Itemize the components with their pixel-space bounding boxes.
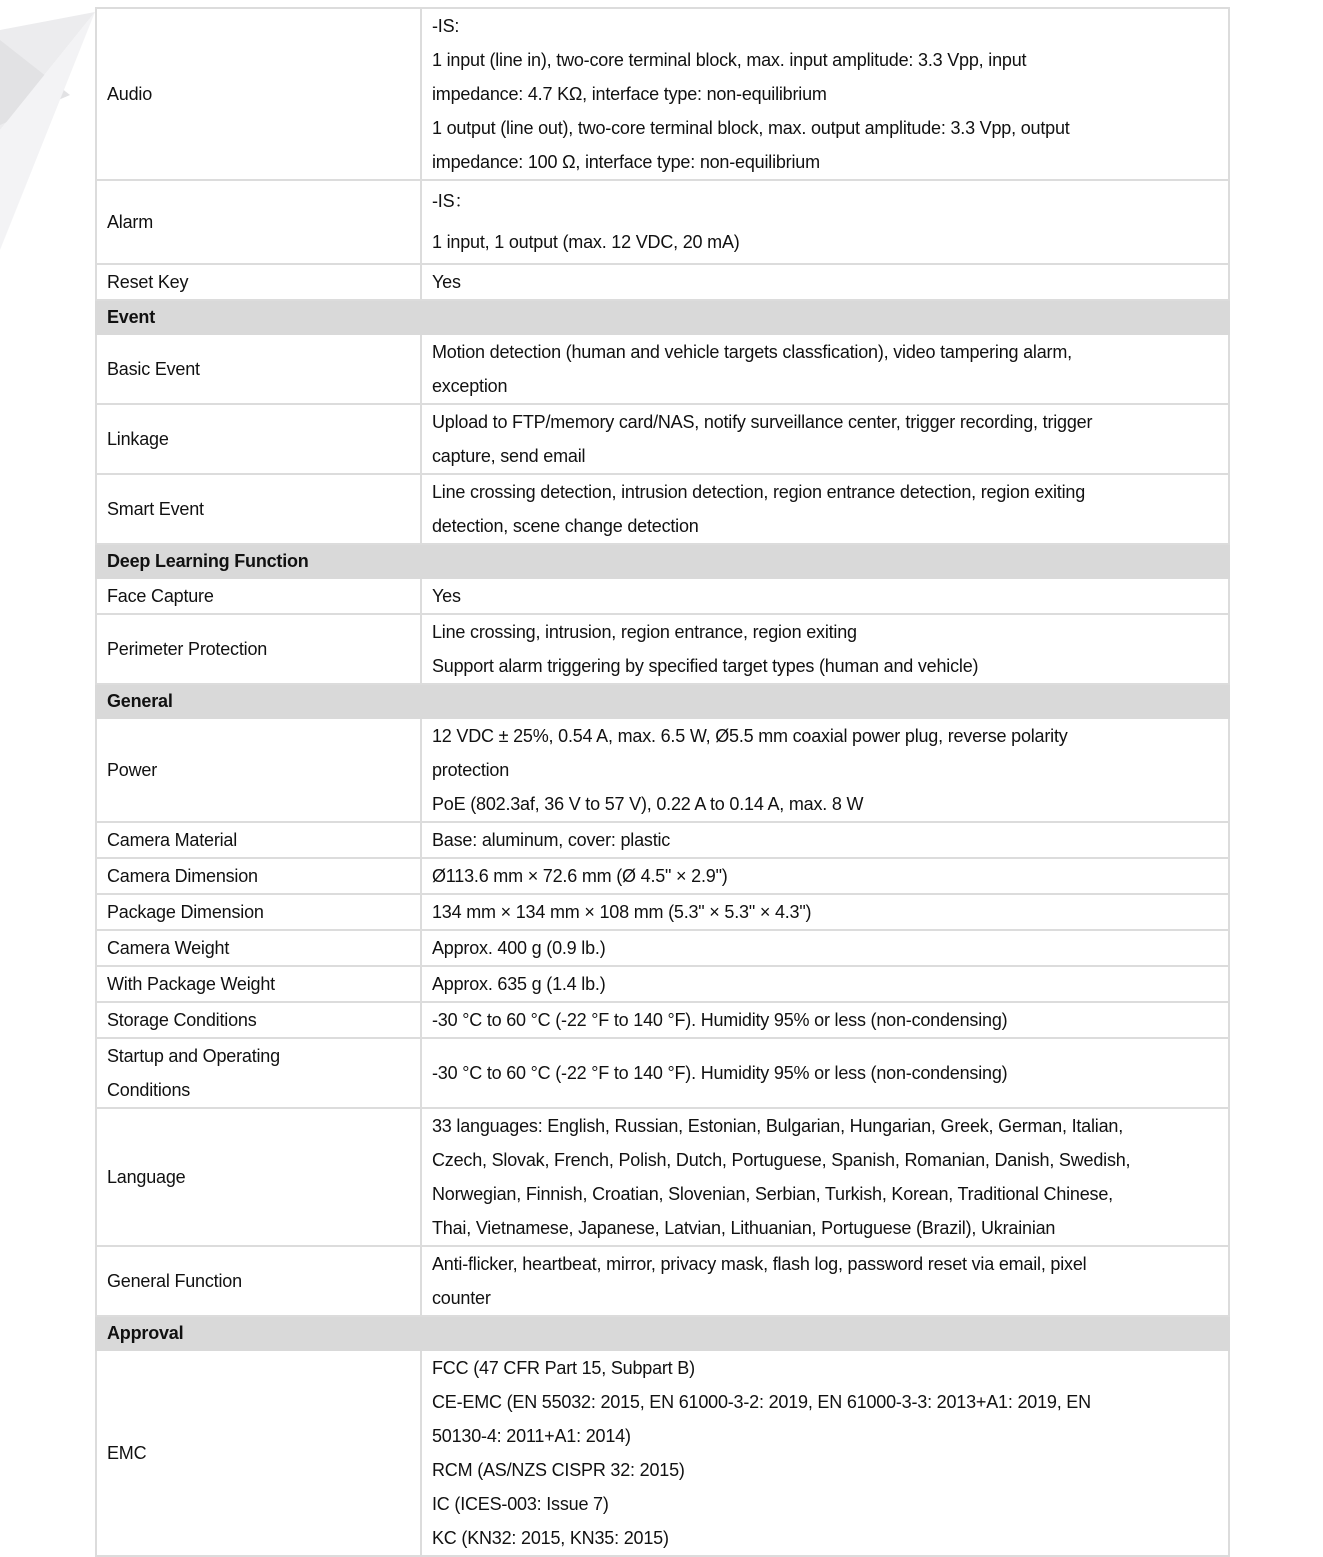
spec-value-line: CE-EMC (EN 55032: 2015, EN 61000-3-2: 2019, EN 61000-3-3: 2013+A1: 2019, EN <box>432 1392 1091 1412</box>
spec-value-line: counter <box>432 1288 491 1308</box>
spec-value <box>421 966 1229 1002</box>
section-header-row <box>96 544 1229 578</box>
spec-label: Power <box>96 718 421 822</box>
section-header-row <box>96 1316 1229 1350</box>
spec-label: Perimeter Protection <box>96 614 421 684</box>
spec-value <box>421 1038 1229 1108</box>
spec-value-line: Base: aluminum, cover: plastic <box>432 830 671 850</box>
spec-value <box>421 894 1229 930</box>
spec-value-line: 1 output (line out), two-core terminal block, max. output amplitude: 3.3 Vpp, output <box>432 118 1070 138</box>
spec-table <box>95 7 1230 1557</box>
spec-row <box>96 1108 1229 1246</box>
spec-label: Face Capture <box>96 578 421 614</box>
spec-value <box>421 930 1229 966</box>
spec-value-line: Motion detection (human and vehicle targets classfication), video tampering alarm, <box>432 342 1072 362</box>
spec-value-line: Anti-flicker, heartbeat, mirror, privacy mask, flash log, password reset via email, pixel <box>432 1254 1087 1274</box>
spec-label: With Package Weight <box>96 966 421 1002</box>
spec-row <box>96 1038 1229 1108</box>
spec-row <box>96 718 1229 822</box>
spec-row <box>96 180 1229 264</box>
spec-value <box>421 1246 1229 1316</box>
watermark-logo-decoration <box>0 0 100 260</box>
spec-value <box>421 404 1229 474</box>
spec-value-line: 12 VDC ± 25%, 0.54 A, max. 6.5 W, Ø5.5 mm coaxial power plug, reverse polarity <box>432 726 1068 746</box>
spec-row <box>96 1246 1229 1316</box>
spec-value-line: 1 input, 1 output (max. 12 VDC, 20 mA) <box>432 232 740 252</box>
spec-value <box>421 8 1229 180</box>
spec-value <box>421 180 1229 264</box>
spec-label: Camera Material <box>96 822 421 858</box>
spec-row <box>96 858 1229 894</box>
spec-label: Smart Event <box>96 474 421 544</box>
spec-value <box>421 858 1229 894</box>
section-title: Approval <box>96 1316 1229 1350</box>
spec-value-line: IC (ICES-003: Issue 7) <box>432 1494 609 1514</box>
spec-label: Basic Event <box>96 334 421 404</box>
spec-value <box>421 1108 1229 1246</box>
spec-row <box>96 334 1229 404</box>
spec-row <box>96 474 1229 544</box>
spec-value-line: Czech, Slovak, French, Polish, Dutch, Portuguese, Spanish, Romanian, Danish, Swedish, <box>432 1150 1131 1170</box>
spec-row <box>96 264 1229 300</box>
spec-value-line: protection <box>432 760 510 780</box>
spec-value-line: impedance: 100 Ω, interface type: non-equilibrium <box>432 152 820 172</box>
spec-value-line: 134 mm × 134 mm × 108 mm (5.3" × 5.3" × 4.3") <box>432 902 812 922</box>
spec-value <box>421 264 1229 300</box>
spec-row <box>96 1350 1229 1556</box>
spec-label: Storage Conditions <box>96 1002 421 1038</box>
spec-value <box>421 334 1229 404</box>
spec-value <box>421 578 1229 614</box>
spec-value-line: Thai, Vietnamese, Japanese, Latvian, Lithuanian, Portuguese (Brazil), Ukrainian <box>432 1218 1056 1238</box>
spec-value <box>421 1002 1229 1038</box>
spec-value <box>421 1350 1229 1556</box>
spec-value-line: exception <box>432 376 508 396</box>
spec-row <box>96 930 1229 966</box>
section-title: Event <box>96 300 1229 334</box>
spec-value-line: Upload to FTP/memory card/NAS, notify surveillance center, trigger recording, trigger <box>432 412 1093 432</box>
section-title: General <box>96 684 1229 718</box>
spec-value-line: Norwegian, Finnish, Croatian, Slovenian, Serbian, Turkish, Korean, Traditional Chinese, <box>432 1184 1113 1204</box>
spec-label: Alarm <box>96 180 421 264</box>
spec-value-line: PoE (802.3af, 36 V to 57 V), 0.22 A to 0.14 A, max. 8 W <box>432 794 864 814</box>
spec-label: EMC <box>96 1350 421 1556</box>
spec-row <box>96 614 1229 684</box>
spec-value-line: Yes <box>432 586 461 606</box>
spec-value-line: capture, send email <box>432 446 586 466</box>
spec-value-line: Approx. 635 g (1.4 lb.) <box>432 974 606 994</box>
section-header-row <box>96 300 1229 334</box>
section-header-row <box>96 684 1229 718</box>
spec-value <box>421 474 1229 544</box>
spec-label: Package Dimension <box>96 894 421 930</box>
spec-value <box>421 718 1229 822</box>
spec-label: General Function <box>96 1246 421 1316</box>
spec-value-line: Support alarm triggering by specified target types (human and vehicle) <box>432 656 979 676</box>
spec-label: Camera Weight <box>96 930 421 966</box>
spec-label: Reset Key <box>96 264 421 300</box>
spec-value-line: 33 languages: English, Russian, Estonian, Bulgarian, Hungarian, Greek, German, Italian, <box>432 1116 1124 1136</box>
spec-row <box>96 1002 1229 1038</box>
spec-label: Camera Dimension <box>96 858 421 894</box>
spec-value-line: -IS： <box>432 191 473 211</box>
spec-value-line: Line crossing detection, intrusion detection, region entrance detection, region exiting <box>432 482 1086 502</box>
spec-value-line: -IS: <box>432 16 460 36</box>
spec-value-line: FCC (47 CFR Part 15, Subpart B) <box>432 1358 695 1378</box>
spec-value-line: RCM (AS/NZS CISPR 32: 2015) <box>432 1460 685 1480</box>
spec-value <box>421 822 1229 858</box>
spec-value-line: Approx. 400 g (0.9 lb.) <box>432 938 606 958</box>
spec-label-line: Startup and Operating <box>107 1046 280 1066</box>
spec-value <box>421 614 1229 684</box>
spec-label: Language <box>96 1108 421 1246</box>
spec-row <box>96 404 1229 474</box>
section-title: Deep Learning Function <box>96 544 1229 578</box>
spec-label: Audio <box>96 8 421 180</box>
spec-value-line: 1 input (line in), two-core terminal block, max. input amplitude: 3.3 Vpp, input <box>432 50 1027 70</box>
spec-value-line: -30 °C to 60 °C (-22 °F to 140 °F). Humidity 95% or less (non-condensing) <box>432 1010 1008 1030</box>
spec-row <box>96 822 1229 858</box>
spec-label: Linkage <box>96 404 421 474</box>
spec-value-line: Yes <box>432 272 461 292</box>
spec-value-line: Ø113.6 mm × 72.6 mm (Ø 4.5" × 2.9") <box>432 866 728 886</box>
spec-value-line: detection, scene change detection <box>432 516 699 536</box>
spec-row <box>96 578 1229 614</box>
spec-value-line: -30 °C to 60 °C (-22 °F to 140 °F). Humidity 95% or less (non-condensing) <box>432 1063 1008 1083</box>
spec-label <box>96 1038 421 1108</box>
spec-row <box>96 894 1229 930</box>
spec-value-line: Line crossing, intrusion, region entrance, region exiting <box>432 622 857 642</box>
spec-row <box>96 966 1229 1002</box>
spec-value-line: impedance: 4.7 KΩ, interface type: non-equilibrium <box>432 84 827 104</box>
spec-value-line: KC (KN32: 2015, KN35: 2015) <box>432 1528 669 1548</box>
spec-label-line: Conditions <box>107 1080 191 1100</box>
spec-value-line: 50130-4: 2011+A1: 2014) <box>432 1426 631 1446</box>
spec-row <box>96 8 1229 180</box>
